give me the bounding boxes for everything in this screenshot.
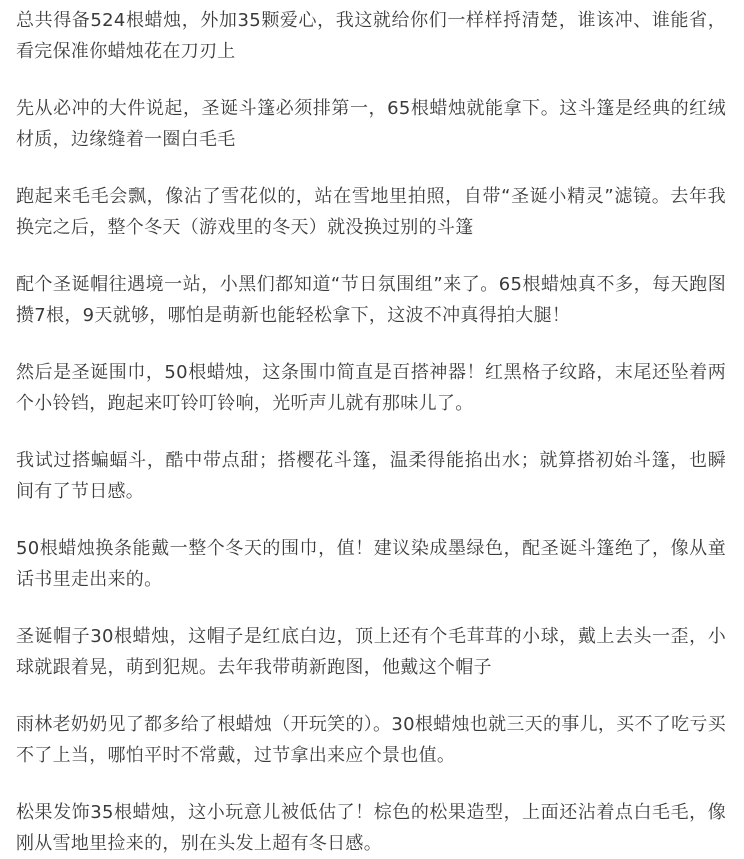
paragraph-scarf-value: 50根蜡烛换条能戴一整个冬天的围巾，值！建议染成墨绿色，配圣诞斗篷绝了，像从童话书里走出来的。: [16, 538, 726, 590]
paragraph-hat: 圣诞帽子30根蜡烛，这帽子是红底白边，顶上还有个毛茸茸的小球，戴上去头一歪，小球就跟着晃，萌到犯规。去年我带萌新跑图，他戴这个帽子: [16, 626, 726, 678]
paragraph-intro: 总共得备524根蜡烛，外加35颗爱心，我这就给你们一样样捋清楚，谁该冲、谁能省，看完保准你蜡烛花在刀刃上: [16, 10, 726, 62]
paragraph-cape-detail: 跑起来毛毛会飘，像沾了雪花似的，站在雪地里拍照，自带“圣诞小精灵”滤镜。去年我换完之后，整个冬天（游戏里的冬天）就没换过别的斗篷: [16, 186, 726, 238]
paragraph-cape-cost: 配个圣诞帽往遇境一站，小黑们都知道“节日氛围组”来了。65根蜡烛真不多，每天跑图攒7根，9天就够，哪怕是萌新也能轻松拿下，这波不冲真得拍大腿！: [16, 274, 726, 326]
paragraph-hat-value: 雨林老奶奶见了都多给了根蜡烛（开玩笑的）。30根蜡烛也就三天的事儿，买不了吃亏买不了上当，哪怕平时不常戴，过节拿出来应个景也值。: [16, 714, 726, 766]
paragraph-pinecone: 松果发饰35根蜡烛，这小玩意儿被低估了！棕色的松果造型，上面还沾着点白毛毛，像刚从雪地里捡来的，别在头发上超有冬日感。: [16, 802, 726, 854]
paragraph-scarf-pairing: 我试过搭蝙蝠斗，酷中带点甜；搭樱花斗篷，温柔得能掐出水；就算搭初始斗篷，也瞬间有了节日感。: [16, 450, 726, 502]
paragraph-scarf: 然后是圣诞围巾，50根蜡烛，这条围巾简直是百搭神器！红黑格子纹路，末尾还坠着两个小铃铛，跑起来叮铃叮铃响，光听声儿就有那味儿了。: [16, 362, 726, 414]
paragraph-cape: 先从必冲的大件说起，圣诞斗篷必须排第一，65根蜡烛就能拿下。这斗篷是经典的红绒材质，边缘缝着一圈白毛毛: [16, 98, 726, 150]
